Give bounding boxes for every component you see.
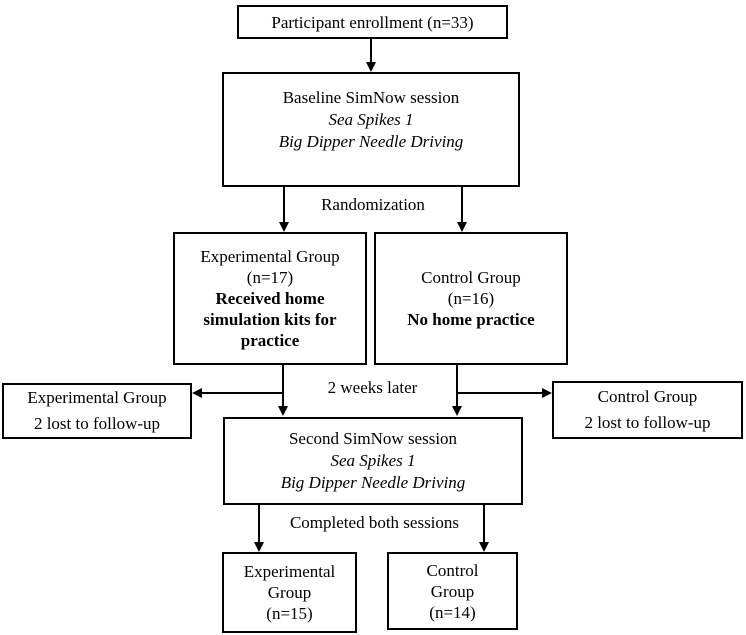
second-session-box [223, 417, 523, 505]
baseline-task-big-dipper: Big Dipper Needle Driving [278, 132, 464, 151]
second-session-title: Second SimNow session [288, 429, 458, 448]
control-group-n: (n=16) [447, 289, 495, 308]
control-lost-box [552, 381, 743, 439]
baseline-task-sea-spikes: Sea Spikes 1 [328, 110, 414, 129]
arrow-baseline-to-control-line [461, 187, 463, 223]
control-group-title: Control Group [421, 268, 521, 287]
arrow-second-to-control-final-head [479, 542, 489, 552]
arrow-control-to-second-line [456, 363, 458, 407]
baseline-session-title: Baseline SimNow session [282, 88, 460, 107]
arrow-experimental-lost-line [200, 392, 284, 394]
second-session-task-sea-spikes: Sea Spikes 1 [330, 451, 416, 470]
arrow-second-to-experimental-final-line [258, 505, 260, 543]
arrow-enrollment-to-baseline-line [370, 39, 372, 63]
experimental-group-box [173, 232, 367, 365]
second-session-task-big-dipper: Big Dipper Needle Driving [280, 473, 466, 492]
control-final-line2: Group [430, 581, 475, 601]
experimental-group-n: (n=17) [246, 268, 294, 287]
control-lost-title: Control Group [597, 387, 698, 406]
arrow-control-lost-head [542, 388, 552, 398]
arrow-control-lost-line [457, 392, 544, 394]
experimental-group-detail-1: Received home [215, 289, 325, 308]
arrow-experimental-lost-head [192, 388, 202, 398]
two-weeks-later-label: 2 weeks later [327, 378, 418, 397]
enrollment-text: Participant enrollment (n=33) [271, 12, 474, 32]
arrow-enrollment-to-baseline-head [366, 62, 376, 72]
experimental-lost-detail: 2 lost to follow-up [33, 414, 161, 433]
control-group-detail: No home practice [407, 310, 535, 329]
arrow-experimental-to-second-head [278, 406, 288, 416]
arrow-experimental-to-second-line [282, 363, 284, 407]
arrow-second-to-experimental-final-head [254, 542, 264, 552]
completed-both-sessions-label: Completed both sessions [289, 513, 460, 532]
arrow-baseline-to-control-head [457, 222, 467, 232]
experimental-group-detail-2: simulation kits for [203, 310, 337, 329]
control-final-box [387, 552, 518, 630]
enrollment-box [237, 5, 508, 39]
control-group-box [374, 232, 568, 365]
control-final-n: (n=14) [429, 602, 476, 622]
experimental-final-line2: Group [267, 583, 312, 602]
experimental-lost-box [2, 383, 192, 439]
arrow-control-to-second-head [452, 406, 462, 416]
randomization-label: Randomization [321, 195, 425, 214]
arrow-baseline-to-experimental-line [283, 187, 285, 223]
arrow-second-to-control-final-line [483, 505, 485, 543]
experimental-lost-title: Experimental Group [27, 388, 167, 407]
baseline-session-box [222, 72, 520, 187]
experimental-final-box [222, 552, 357, 633]
experimental-final-line1: Experimental [243, 562, 336, 581]
control-final-line1: Control [426, 560, 479, 580]
control-lost-detail: 2 lost to follow-up [584, 413, 711, 432]
experimental-final-n: (n=15) [266, 604, 313, 623]
experimental-group-detail-3: practice [240, 331, 300, 350]
arrow-baseline-to-experimental-head [279, 222, 289, 232]
experimental-group-title: Experimental Group [200, 247, 340, 266]
